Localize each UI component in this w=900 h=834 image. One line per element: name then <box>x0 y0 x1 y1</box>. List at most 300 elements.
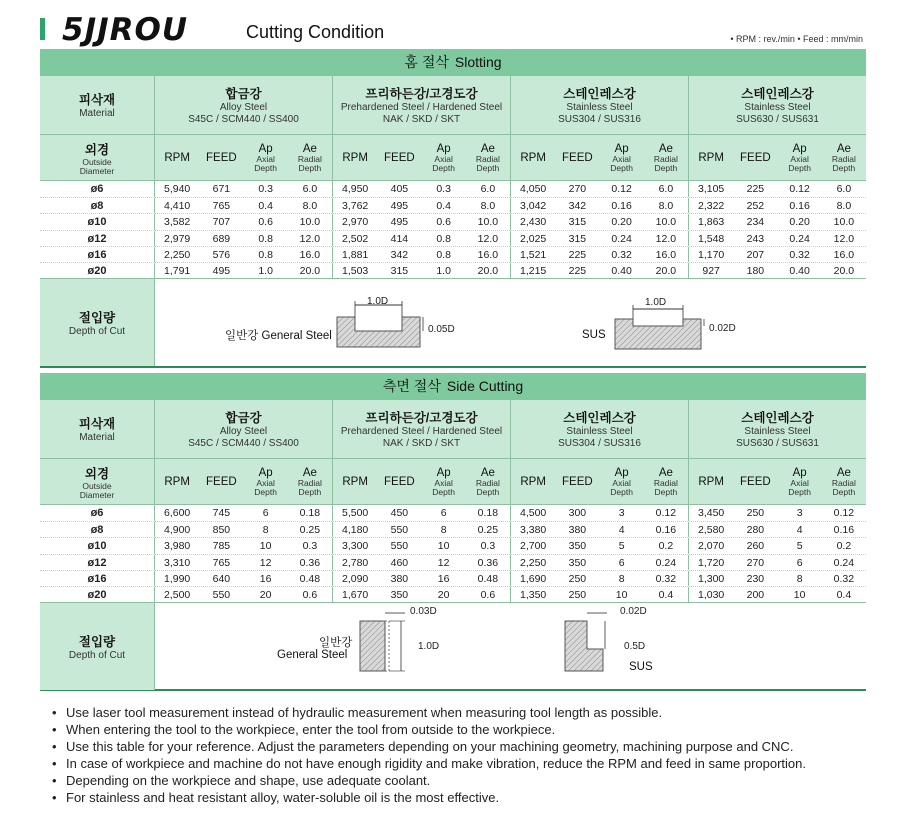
slotting-section <box>40 49 866 368</box>
ap-label: 1.0D <box>418 641 440 653</box>
row-group <box>689 571 866 586</box>
value-cell: 0.6 <box>258 216 273 229</box>
row-group <box>155 181 333 197</box>
col-feed-label: FEED <box>562 475 593 488</box>
material-group-ko: 합금강 <box>225 411 262 425</box>
value-cell: 4 <box>796 524 803 537</box>
value-cell: 6.0 <box>302 183 318 195</box>
sus-label: SUS <box>629 661 653 674</box>
value-cell: 270 <box>568 183 587 195</box>
row-group <box>155 587 333 602</box>
row-group <box>155 263 333 278</box>
col-rpm <box>155 459 199 504</box>
sus-wall-shape <box>565 621 603 671</box>
col-ap <box>422 459 466 504</box>
diameter-cell: ø20 <box>40 587 155 602</box>
value-cell: 8.0 <box>658 200 674 213</box>
row-group <box>333 505 511 521</box>
col-ap-label: Ap <box>436 466 451 479</box>
row-group <box>155 538 333 553</box>
value-cell: 3,980 <box>163 540 191 553</box>
value-cell: 20 <box>259 588 272 601</box>
material-label-en: Material <box>79 432 115 443</box>
value-cell: 10 <box>615 588 628 601</box>
slot-depth-label: 0.05D <box>428 324 455 336</box>
row-group <box>155 555 333 570</box>
column-group <box>689 459 866 504</box>
material-group-grades: NAK / SKD / SKT <box>382 114 461 125</box>
row-group <box>333 571 511 586</box>
value-cell: 0.6 <box>480 588 496 601</box>
section-title <box>40 373 866 399</box>
value-cell: 785 <box>212 540 231 553</box>
value-cell: 1,521 <box>519 248 547 261</box>
col-feed <box>199 135 243 180</box>
col-feed-label: FEED <box>206 151 237 164</box>
value-cell: 6,600 <box>163 507 191 519</box>
depth-label-en: Depth of Cut <box>68 325 126 337</box>
value-cell: 2,580 <box>697 524 725 537</box>
value-cell: 0.2 <box>658 540 674 553</box>
row-group <box>689 214 866 229</box>
diameter-cell: ø16 <box>40 571 155 586</box>
row-group <box>155 571 333 586</box>
row-group <box>333 555 511 570</box>
value-cell: 0.32 <box>611 248 632 261</box>
value-cell: 495 <box>212 264 231 277</box>
material-group-en: Alloy Steel <box>219 426 268 437</box>
value-cell: 0.6 <box>302 588 318 601</box>
table-row <box>40 181 866 197</box>
value-cell: 4,950 <box>341 183 369 195</box>
material-label-ko: 피삭재 <box>78 93 116 107</box>
value-cell: 0.18 <box>299 507 321 519</box>
value-cell: 3,300 <box>341 540 369 553</box>
value-cell: 350 <box>568 556 587 569</box>
material-group <box>333 76 511 134</box>
diameter-label-ko: 외경 <box>84 466 110 481</box>
row-group <box>155 231 333 246</box>
value-cell: 250 <box>746 507 765 519</box>
value-cell: 1,030 <box>697 588 725 601</box>
value-cell: 0.25 <box>299 524 321 537</box>
value-cell: 5,940 <box>163 183 191 195</box>
value-cell: 300 <box>568 507 587 519</box>
value-cell: 0.3 <box>436 183 451 195</box>
material-group-ko: 스테인레스강 <box>741 411 814 425</box>
diameter-label-ko: 외경 <box>84 142 110 157</box>
value-cell: 250 <box>568 588 587 601</box>
value-cell: 0.24 <box>789 232 810 245</box>
value-cell: 315 <box>568 216 587 229</box>
slot-depth-label: 0.02D <box>709 323 736 335</box>
diameter-cell: ø10 <box>40 214 155 229</box>
depth-diagram-area <box>155 603 866 690</box>
value-cell: 0.3 <box>480 540 496 553</box>
value-cell: 0.4 <box>658 588 674 601</box>
slot-width-label: 1.0D <box>645 297 667 309</box>
value-cell: 765 <box>212 200 231 213</box>
value-cell: 640 <box>212 572 231 585</box>
value-cell: 414 <box>390 232 409 245</box>
note-item: • Use this table for your reference. Adjust the parameters depending on your machining geometry, machining purpose and CNC. <box>50 738 870 755</box>
row-group <box>155 214 333 229</box>
value-cell: 850 <box>212 524 231 537</box>
row-group <box>511 263 689 278</box>
material-group-grades: SUS630 / SUS631 <box>736 438 819 449</box>
value-cell: 2,700 <box>519 540 547 553</box>
row-group <box>155 522 333 537</box>
value-cell: 405 <box>390 183 409 195</box>
section-title-en: Slotting <box>454 54 502 70</box>
value-cell: 10 <box>437 540 450 553</box>
slotting-diagram <box>155 279 866 367</box>
col-ae <box>644 459 688 504</box>
col-ap <box>244 135 288 180</box>
diameter-cell: ø8 <box>40 522 155 537</box>
value-cell: 1.0 <box>258 264 273 277</box>
col-ae-sub2: Depth <box>832 162 856 173</box>
value-cell: 12 <box>437 556 450 569</box>
row-group <box>333 214 511 229</box>
value-cell: 6.0 <box>480 183 496 195</box>
col-ae <box>288 135 332 180</box>
value-cell: 0.16 <box>833 524 855 537</box>
value-cell: 4 <box>618 524 625 537</box>
value-cell: 0.8 <box>436 248 451 261</box>
col-rpm-label: RPM <box>164 475 190 488</box>
value-cell: 1,720 <box>697 556 725 569</box>
row-group <box>689 538 866 553</box>
col-ap-sub1: Axial <box>790 153 809 164</box>
value-cell: 3 <box>796 507 803 519</box>
col-ae-sub1: Radial <box>475 477 500 488</box>
value-cell: 3,450 <box>697 507 725 519</box>
material-group <box>155 400 333 458</box>
col-ap-sub2: Depth <box>788 162 811 173</box>
col-ap-sub1: Axial <box>790 477 809 488</box>
value-cell: 230 <box>746 572 765 585</box>
material-label <box>40 76 155 134</box>
col-ap-sub2: Depth <box>788 486 811 497</box>
table-row <box>40 246 866 262</box>
value-cell: 1,791 <box>163 264 191 277</box>
col-ae <box>288 459 332 504</box>
value-cell: 12.0 <box>655 232 677 245</box>
material-group-en: Stainless Steel <box>744 102 811 113</box>
value-cell: 2,250 <box>163 248 191 261</box>
row-group <box>155 247 333 262</box>
data-table <box>40 505 866 602</box>
col-ae-label: Ae <box>658 142 673 155</box>
depth-diagram-area <box>155 279 866 366</box>
col-ae-sub1: Radial <box>297 153 322 164</box>
col-ap-sub1: Axial <box>434 153 453 164</box>
col-ae <box>822 135 866 180</box>
general-steel-label-en: General Steel <box>277 649 348 662</box>
col-rpm-label: RPM <box>342 151 368 164</box>
value-cell: 10 <box>793 588 806 601</box>
sus-label: SUS <box>582 329 606 342</box>
value-cell: 0.48 <box>299 572 321 585</box>
value-cell: 0.24 <box>833 556 855 569</box>
value-cell: 350 <box>390 588 409 601</box>
col-ae <box>644 135 688 180</box>
value-cell: 8 <box>262 524 269 537</box>
diameter-cell: ø6 <box>40 181 155 197</box>
side-cutting-section <box>40 373 866 691</box>
col-ae-sub2: Depth <box>654 486 678 497</box>
value-cell: 765 <box>212 556 231 569</box>
row-group <box>333 587 511 602</box>
col-rpm <box>511 459 555 504</box>
value-cell: 0.36 <box>299 556 321 569</box>
col-ae-label: Ae <box>302 466 317 479</box>
value-cell: 4,180 <box>341 524 369 537</box>
value-cell: 0.4 <box>258 200 273 213</box>
col-ae-sub1: Radial <box>831 153 856 164</box>
value-cell: 2,780 <box>341 556 369 569</box>
value-cell: 450 <box>390 507 409 519</box>
value-cell: 225 <box>568 248 587 261</box>
value-cell: 2,090 <box>341 572 369 585</box>
value-cell: 5 <box>796 540 803 553</box>
depth-of-cut-row <box>40 278 866 366</box>
col-ae-sub1: Radial <box>653 477 678 488</box>
value-cell: 0.32 <box>833 572 855 585</box>
value-cell: 6 <box>796 556 803 569</box>
material-group <box>333 400 511 458</box>
value-cell: 6.0 <box>658 183 674 195</box>
table-row <box>40 537 866 553</box>
col-ae-sub1: Radial <box>653 153 678 164</box>
units-note: • RPM : rev./min • Feed : mm/min <box>730 34 863 44</box>
column-group <box>155 459 333 504</box>
material-group-en: Stainless Steel <box>566 102 633 113</box>
table-row <box>40 586 866 602</box>
ae-label: 0.02D <box>620 606 647 618</box>
col-feed <box>377 459 421 504</box>
row-group <box>511 555 689 570</box>
value-cell: 0.24 <box>611 232 632 245</box>
note-item: • Depending on the workpiece and shape, use adequate coolant. <box>50 772 870 789</box>
col-ap-sub2: Depth <box>254 486 277 497</box>
table-row <box>40 262 866 278</box>
row-group <box>511 571 689 586</box>
material-label <box>40 400 155 458</box>
value-cell: 5 <box>618 540 625 553</box>
value-cell: 2,970 <box>341 216 369 229</box>
note-item: • When entering the tool to the workpiece, enter the tool from outside to the workpiece. <box>50 721 870 738</box>
data-table <box>40 181 866 278</box>
column-header-row <box>40 135 866 181</box>
diameter-cell: ø16 <box>40 247 155 262</box>
diameter-label-en2: Diameter <box>79 165 115 176</box>
value-cell: 8 <box>440 524 447 537</box>
slot-width-label: 1.0D <box>367 296 389 308</box>
value-cell: 550 <box>390 540 409 553</box>
col-ae-label: Ae <box>658 466 673 479</box>
value-cell: 252 <box>746 200 765 213</box>
diameter-label-en2: Diameter <box>79 489 115 500</box>
column-header-row <box>40 459 866 505</box>
side-cut-area <box>385 621 389 671</box>
value-cell: 2,430 <box>519 216 547 229</box>
value-cell: 3,380 <box>519 524 547 537</box>
value-cell: 342 <box>390 248 409 261</box>
table-row <box>40 554 866 570</box>
depth-label-ko: 절입량 <box>78 634 116 649</box>
value-cell: 3,762 <box>341 200 369 213</box>
value-cell: 0.12 <box>655 507 677 519</box>
material-group-grades: SUS630 / SUS631 <box>736 114 819 125</box>
value-cell: 2,025 <box>519 232 547 245</box>
value-cell: 1,503 <box>341 264 369 277</box>
value-cell: 6 <box>618 556 625 569</box>
depth-of-cut-row <box>40 602 866 690</box>
material-group-en: Alloy Steel <box>219 102 268 113</box>
col-ap-sub2: Depth <box>432 162 455 173</box>
row-group <box>333 198 511 213</box>
col-feed <box>733 459 777 504</box>
material-group-ko: 합금강 <box>225 87 262 101</box>
table-row <box>40 570 866 586</box>
material-group <box>511 400 689 458</box>
row-group <box>511 522 689 537</box>
value-cell: 16.0 <box>833 248 855 261</box>
material-group-ko: 프리하든강/고경도강 <box>365 411 478 425</box>
material-header-row <box>40 399 866 459</box>
value-cell: 0.36 <box>477 556 499 569</box>
value-cell: 234 <box>746 216 765 229</box>
column-group <box>689 135 866 180</box>
value-cell: 350 <box>568 540 587 553</box>
general-steel-slot-shape <box>337 317 420 347</box>
value-cell: 1,863 <box>697 216 725 229</box>
material-group-grades: SUS304 / SUS316 <box>558 114 641 125</box>
section-title-ko: 홈 절삭 <box>404 54 449 70</box>
material-group-ko: 프리하든강/고경도강 <box>365 87 478 101</box>
value-cell: 3,582 <box>163 216 191 229</box>
table-row <box>40 505 866 521</box>
col-ae-sub2: Depth <box>476 486 500 497</box>
value-cell: 16 <box>259 572 272 585</box>
col-rpm-label: RPM <box>698 151 724 164</box>
col-ap-sub1: Axial <box>434 477 453 488</box>
col-feed <box>377 135 421 180</box>
value-cell: 0.32 <box>655 572 677 585</box>
row-group <box>511 538 689 553</box>
value-cell: 495 <box>390 200 409 213</box>
col-ap-label: Ap <box>258 466 273 479</box>
col-ap-label: Ap <box>792 142 807 155</box>
value-cell: 4,410 <box>163 200 191 213</box>
col-ae-sub1: Radial <box>297 477 322 488</box>
value-cell: 180 <box>746 264 765 277</box>
col-rpm <box>689 459 733 504</box>
value-cell: 1,990 <box>163 572 191 585</box>
section-title-en: Side Cutting <box>446 378 524 394</box>
value-cell: 315 <box>568 232 587 245</box>
value-cell: 1,300 <box>697 572 725 585</box>
value-cell: 207 <box>746 248 765 261</box>
side-cutting-diagram <box>155 603 866 691</box>
value-cell: 20 <box>437 588 450 601</box>
value-cell: 0.12 <box>789 183 810 195</box>
section-title-ko: 측면 절삭 <box>382 378 441 394</box>
col-rpm <box>689 135 733 180</box>
row-group <box>333 263 511 278</box>
value-cell: 0.4 <box>436 200 451 213</box>
value-cell: 6 <box>440 507 447 519</box>
value-cell: 10.0 <box>477 216 499 229</box>
value-cell: 576 <box>212 248 231 261</box>
value-cell: 12.0 <box>477 232 499 245</box>
value-cell: 927 <box>702 264 720 277</box>
col-rpm-label: RPM <box>520 151 546 164</box>
value-cell: 3,310 <box>163 556 191 569</box>
value-cell: 0.8 <box>258 248 273 261</box>
col-ae-label: Ae <box>302 142 317 155</box>
diameter-cell: ø8 <box>40 198 155 213</box>
row-group <box>689 263 866 278</box>
value-cell: 2,502 <box>341 232 369 245</box>
value-cell: 689 <box>212 232 231 245</box>
row-group <box>511 587 689 602</box>
value-cell: 8 <box>618 572 625 585</box>
value-cell: 2,322 <box>697 200 725 213</box>
col-ap-label: Ap <box>258 142 273 155</box>
row-group <box>511 198 689 213</box>
sus-slot-shape <box>615 319 701 349</box>
page-header <box>40 12 865 48</box>
value-cell: 16.0 <box>299 248 321 261</box>
col-ap <box>600 459 644 504</box>
value-cell: 3 <box>618 507 625 519</box>
col-feed <box>555 135 599 180</box>
row-group <box>333 181 511 197</box>
table-row <box>40 213 866 229</box>
material-group <box>689 76 866 134</box>
diameter-cell: ø20 <box>40 263 155 278</box>
row-group <box>511 231 689 246</box>
value-cell: 20.0 <box>833 264 855 277</box>
material-group-grades: SUS304 / SUS316 <box>558 438 641 449</box>
row-group <box>689 555 866 570</box>
material-label-ko: 피삭재 <box>78 417 116 431</box>
col-ap-sub1: Axial <box>256 477 275 488</box>
value-cell: 3,105 <box>697 183 725 195</box>
material-group-en: Prehardened Steel / Hardened Steel <box>340 102 503 113</box>
value-cell: 0.8 <box>436 232 451 245</box>
diameter-label-en1: Outside <box>82 156 112 167</box>
material-label-en: Material <box>79 108 115 119</box>
value-cell: 1,170 <box>697 248 725 261</box>
col-rpm <box>155 135 199 180</box>
col-ap-sub2: Depth <box>254 162 277 173</box>
col-ae-sub2: Depth <box>832 486 856 497</box>
value-cell: 0.3 <box>258 183 273 195</box>
col-ap-label: Ap <box>436 142 451 155</box>
value-cell: 0.20 <box>611 216 632 229</box>
row-group <box>333 231 511 246</box>
value-cell: 1,690 <box>519 572 547 585</box>
row-group <box>689 505 866 521</box>
col-rpm-label: RPM <box>164 151 190 164</box>
ap-label: 0.5D <box>624 641 646 653</box>
value-cell: 1,548 <box>697 232 725 245</box>
value-cell: 0.32 <box>789 248 810 261</box>
